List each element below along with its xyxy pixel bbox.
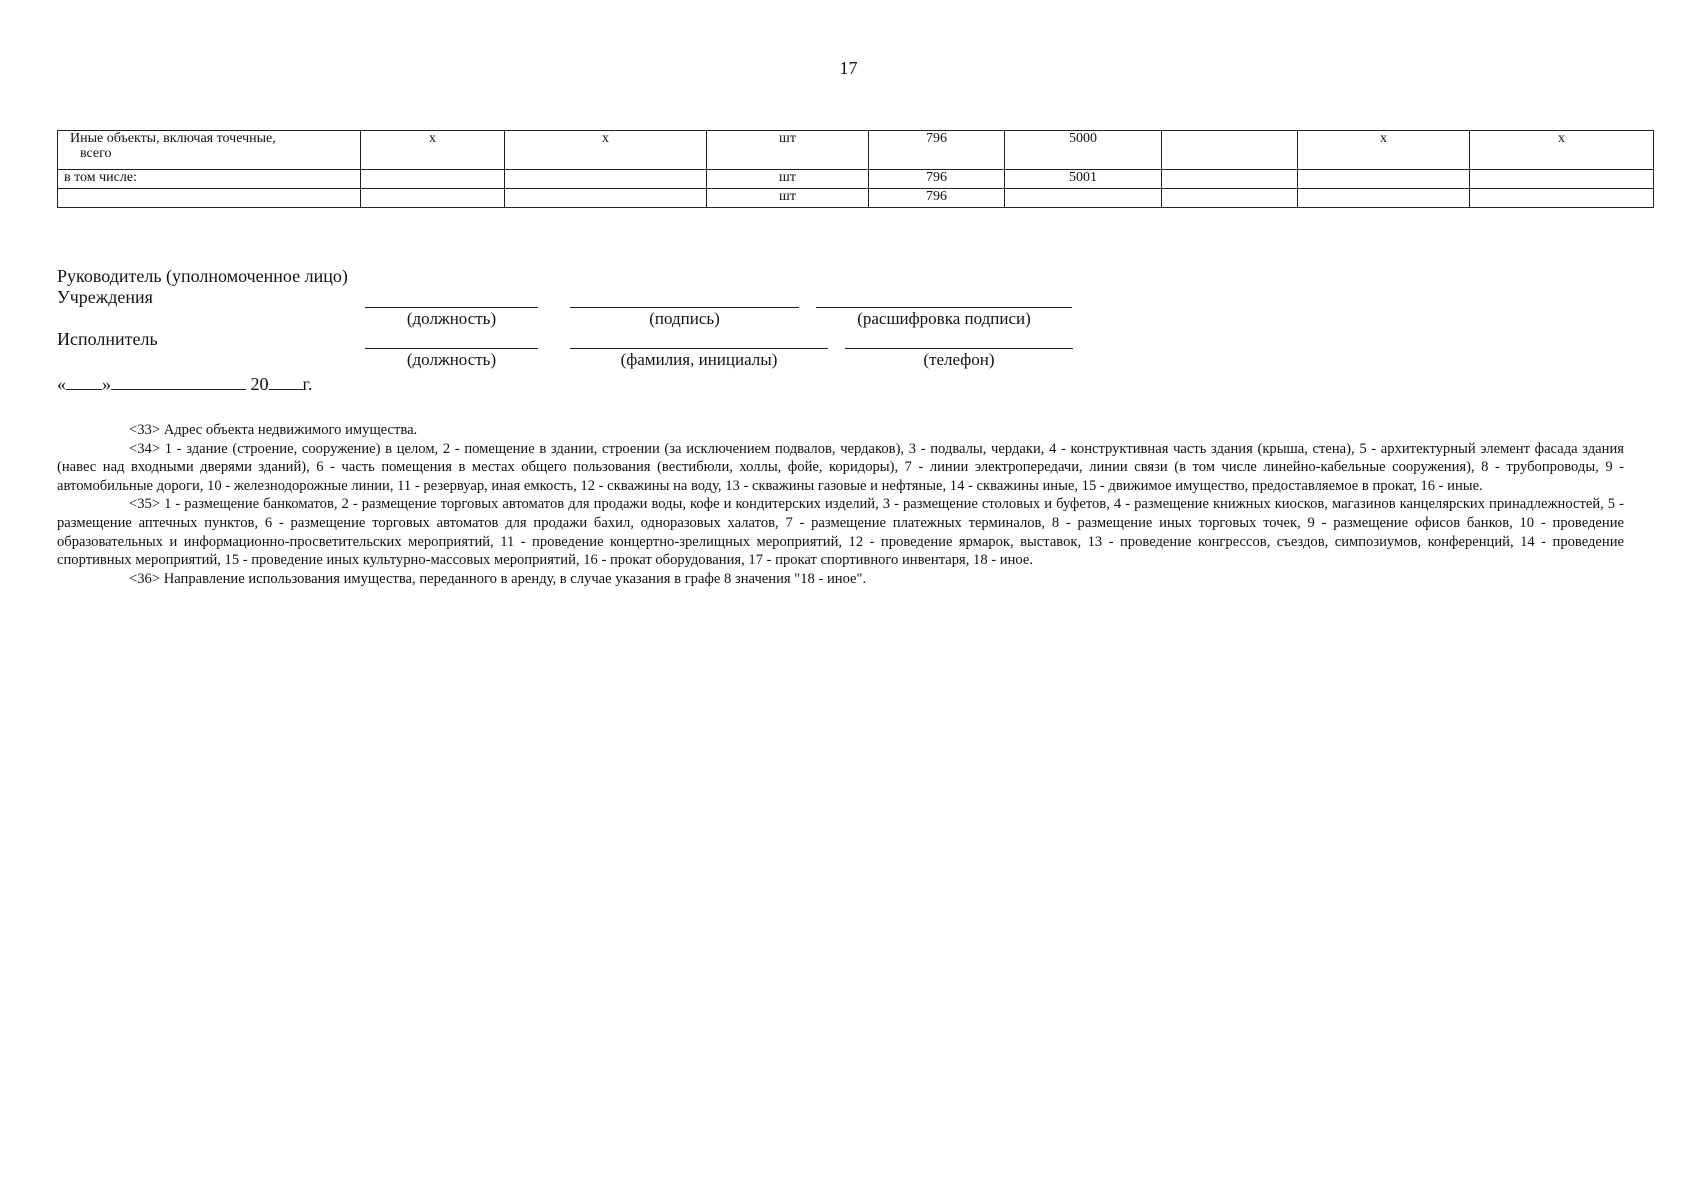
table-cell: x (361, 131, 505, 170)
executor-label: Исполнитель (57, 329, 158, 349)
table-cell: x (1298, 131, 1470, 170)
table-cell-name (58, 189, 361, 208)
head-decoding-caption: (расшифровка подписи) (857, 309, 1031, 328)
table-cell: шт (707, 189, 869, 208)
table-row (58, 189, 1654, 208)
head-decoding-line (816, 307, 1072, 308)
head-signature-line (570, 307, 799, 308)
table-cell (1005, 189, 1162, 208)
head-position-line (365, 307, 538, 308)
footnote-35: <35> 1 - размещение банкоматов, 2 - размещение торговых автоматов для продажи воды, кофе и кондитерских изделий, 3 - размещение столовых и буфетов, 4 - размещение книжных киосков, магазинов канцелярских принадлежностей, 5 - размещение аптечных пунктов, 6 - размещение торговых автоматов для продажи бахил, одноразовых халатов, 7 - размещение платежных терминалов, 8 - размещение иных торговых точек, 9 - размещение офисов банков, 10 - проведение образовательных и информационно-просветительских мероприятий, 11 - проведение концертно-зрелищных мероприятий, 12 - проведение ярмарок, выставок, 13 - проведение конгрессов, съездов, симпозиумов, конференций, 14 - проведение спортивных мероприятий, 15 - проведение иных культурно-массовых мероприятий, 16 - прокат оборудования, 17 - прокат спортивного инвентаря, 18 - иное. (57, 496, 1624, 569)
table-cell: шт (707, 131, 869, 170)
table-cell (1298, 189, 1470, 208)
table-cell: 5000 (1005, 131, 1162, 170)
page-number: 17 (839, 58, 858, 78)
head-signature-caption: (подпись) (649, 309, 720, 328)
table-cell: 796 (869, 131, 1005, 170)
table-cell-name (58, 131, 361, 170)
head-title-line2: Учреждения (57, 287, 153, 307)
executor-name-line (570, 348, 828, 349)
table-cell: x (1470, 131, 1654, 170)
date-day-blank (66, 373, 102, 390)
date-line (57, 373, 312, 395)
table-cell (505, 170, 707, 189)
table-cell (1162, 189, 1298, 208)
table-cell (1162, 170, 1298, 189)
table-cell: 5001 (1005, 170, 1162, 189)
executor-position-line (365, 348, 538, 349)
table-cell: 796 (869, 189, 1005, 208)
table-cell: x (505, 131, 707, 170)
executor-phone-caption: (телефон) (923, 350, 995, 369)
table-cell (1298, 170, 1470, 189)
date-year-blank (269, 373, 303, 390)
date-month-blank (111, 373, 246, 390)
executor-phone-line (845, 348, 1073, 349)
executor-position-caption: (должность) (406, 350, 497, 369)
table-cell (1470, 170, 1654, 189)
footnotes (57, 421, 1624, 588)
head-position-caption: (должность) (406, 309, 497, 328)
table-row (58, 131, 1654, 170)
head-title-line1: Руководитель (уполномоченное лицо) (57, 266, 348, 286)
date-year-prefix: 20 (250, 374, 269, 394)
table-cell (505, 189, 707, 208)
date-year-suffix: г. (302, 374, 313, 394)
table-cell (1162, 131, 1298, 170)
date-open-quote: « (57, 374, 66, 394)
table-cell (361, 189, 505, 208)
date-close-quote: » (102, 374, 111, 394)
executor-name-caption: (фамилия, инициалы) (620, 350, 778, 369)
table-row (58, 170, 1654, 189)
table-cell (361, 170, 505, 189)
data-table (57, 130, 1654, 208)
footnote-34: <34> 1 - здание (строение, сооружение) в целом, 2 - помещение в здании, строении (за исключением подвалов, чердаков), 3 - подвалы, чердаки, 4 - конструктивная часть здания (крыша, стена), 5 - архитектурный элемент фасада здания (навес над входными дверями зданий), 6 - часть помещения в местах общего пользования (вестибюли, холлы, фойе, коридоры), 7 - линии электропередачи, линии связи (в том числе линейно-кабельные сооружения), 8 - трубопроводы, 9 - автомобильные дороги, 10 - железнодорожные линии, 11 - резервуар, иная емкость, 12 - скважины на воду, 13 - скважины газовые и нефтяные, 14 - скважины иные, 15 - движимое имущество, предоставляемое в прокат, 16 - иные. (57, 440, 1624, 494)
cell-line: Иные объекты, включая точечные, (70, 131, 276, 146)
table-cell: шт (707, 170, 869, 189)
table-cell: 796 (869, 170, 1005, 189)
footnote-33: <33> Адрес объекта недвижимого имущества. (129, 422, 418, 438)
cell-line: всего (80, 146, 112, 161)
table-cell-name: в том числе: (58, 170, 361, 189)
table-cell (1470, 189, 1654, 208)
footnote-36: <36> Направление использования имущества, переданного в аренду, в случае указания в графе 8 значения "18 - иное". (129, 570, 867, 587)
